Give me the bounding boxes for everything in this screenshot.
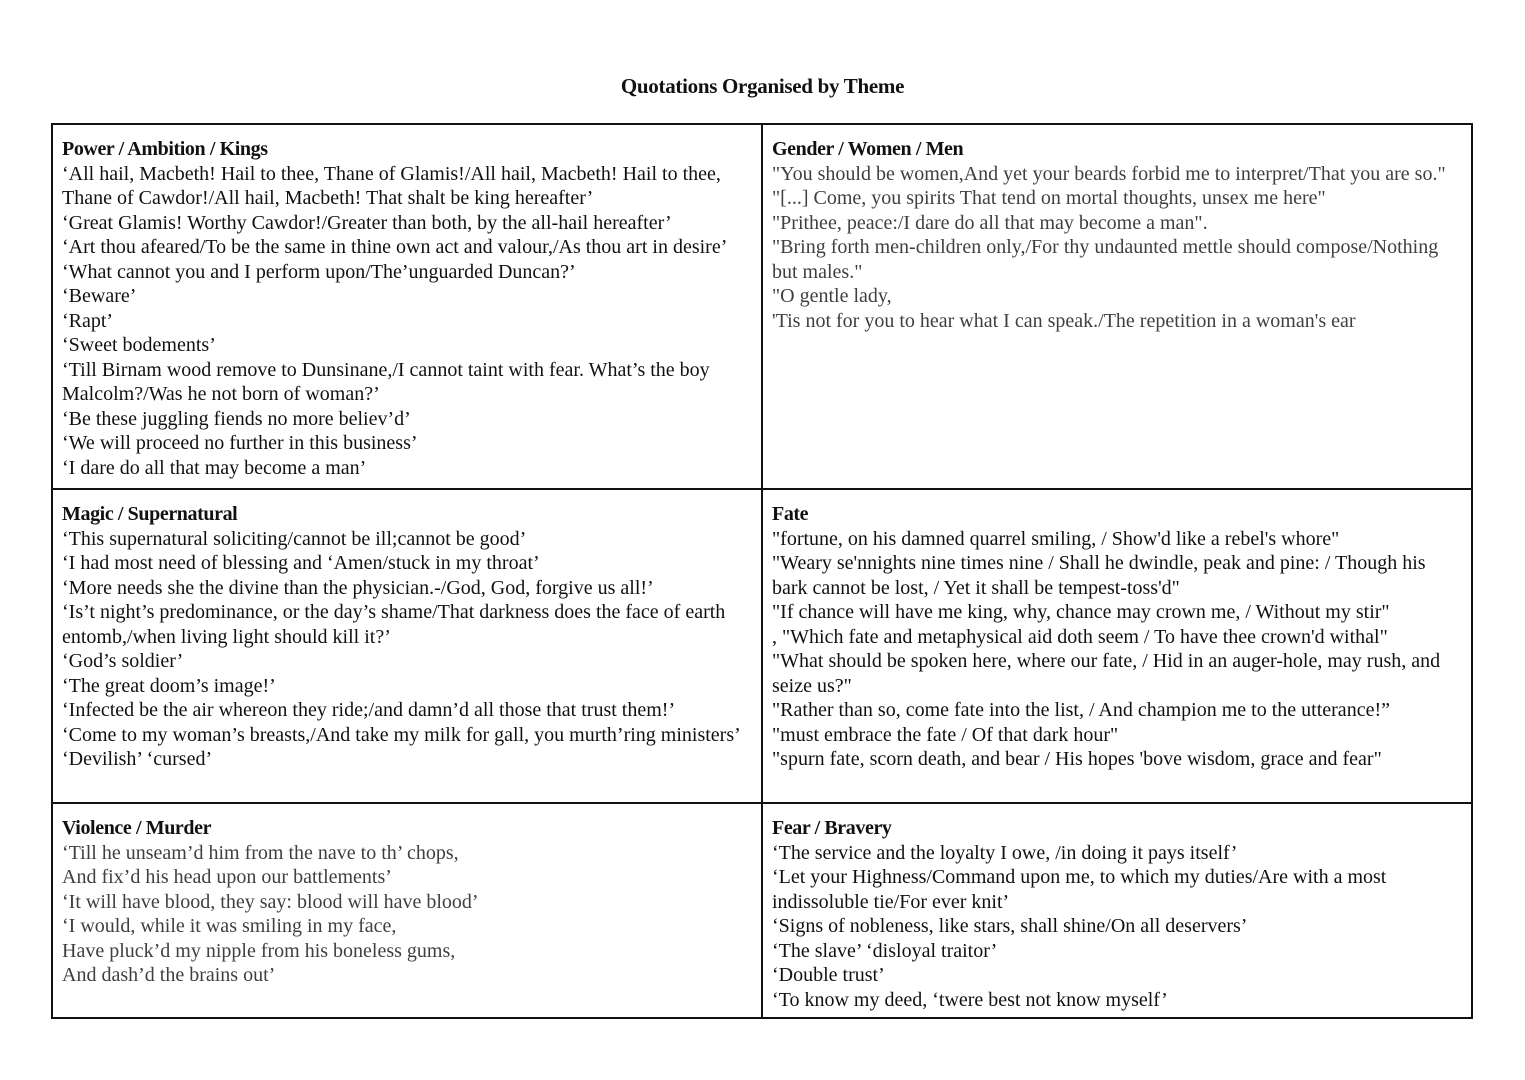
quotation-line: ‘Be these juggling fiends no more believ’d’ [62,407,411,430]
quotation-line: "must embrace the fate / Of that dark hour" [772,723,1119,746]
quotation-line: ‘Is’t night’s predominance, or the day’s shame/That darkness does the face of earth entomb,/when living light should kill it?’ [62,601,726,648]
quotation-line: ‘Rapt’ [62,309,114,332]
quotation-line: "fortune, on his damned quarrel smiling, / Show'd like a rebel's whore" [772,527,1340,550]
quotation-line: ‘Till he unseam’d him from the nave to th’ chops, [62,841,459,864]
quotation-line: "Prithee, peace:/I dare do all that may become a man". [772,211,1208,234]
quotation-line: ‘Till Birnam wood remove to Dunsinane,/I cannot taint with fear. What’s the boy Malcolm?/Was he not born of woman?’ [62,358,710,405]
quotation-line: ‘It will have blood, they say: blood will have blood’ [62,890,479,913]
quotation-line: "Rather than so, come fate into the list, / And champion me to the utterance!” [772,699,1390,721]
quotation-line: ‘Come to my woman’s breasts,/And take my milk for gall, you murth’ring ministers’ [62,723,741,746]
quotation-line: And dash’d the brains out’ [62,964,276,986]
theme-heading: Violence / Murder [62,817,212,839]
quotation-line: ‘Beware’ [62,285,137,307]
quotation-line: ‘More needs she the divine than the physician.-/God, God, forgive us all!’ [62,576,654,599]
quotation-line: ‘To know my deed, ‘twere best not know myself’ [772,988,1168,1011]
quotation-line: ‘The great doom’s image!’ [62,674,276,697]
quotation-line: "[...] Come, you spirits That tend on mortal thoughts, unsex me here" [772,187,1326,209]
quotation-line: ‘This supernatural soliciting/cannot be ill;cannot be good’ [62,527,527,550]
quotation-line: Have pluck’d my nipple from his boneless gums, [62,939,456,962]
quotation-line: ‘All hail, Macbeth! Hail to thee, Thane of Glamis!/All hail, Macbeth! Hail to thee, Thane of Cawdor!/All hail, Macbeth! That shalt be king hereafter’ [62,162,721,209]
quotation-line: , "Which fate and metaphysical aid doth seem / To have thee crown'd withal" [772,625,1388,648]
quotation-line: And fix’d his head upon our battlements’ [62,866,392,888]
theme-cell-violence [53,804,763,1019]
quotation-line: ‘What cannot you and I perform upon/The’unguarded Duncan?’ [62,260,576,283]
theme-heading: Fate [772,503,809,525]
quotation-line: ‘God’s soldier’ [62,650,184,672]
theme-heading: Gender / Women / Men [772,138,964,160]
quotation-line: "Bring forth men-children only,/For thy undaunted mettle should compose/Nothing but males." [772,236,1439,283]
quotation-line: ‘Let your Highness/Command upon me, to which my duties/Are with a most indissoluble tie/For ever knit’ [772,866,1387,913]
theme-cell-fate [763,490,1473,804]
quotation-line: ‘The slave’ ‘disloyal traitor’ [772,939,998,962]
page-title: Quotations Organised by Theme [620,74,905,98]
quotation-line: ‘I dare do all that may become a man’ [62,456,367,479]
theme-cell-fear [763,804,1473,1019]
theme-heading: Magic / Supernatural [62,503,238,525]
quotation-line: ‘Great Glamis! Worthy Cawdor!/Greater than both, by the all-hail hereafter’ [62,211,672,234]
quotation-line: ‘Signs of nobleness, like stars, shall shine/On all deservers’ [772,915,1248,937]
quotation-line: "Weary se'nnights nine times nine / Shall he dwindle, peak and pine: / Though his bark cannot be lost, / Yet it shall be tempest-toss'd" [772,552,1426,599]
quotation-line: ‘I had most need of blessing and ‘Amen/stuck in my throat’ [62,552,540,574]
quotation-line: ‘Sweet bodements’ [62,334,216,356]
quotation-line: ‘Devilish’ ‘cursed’ [62,748,213,770]
quotation-line: "If chance will have me king, why, chance may crown me, / Without my stir" [772,601,1390,623]
theme-heading: Power / Ambition / Kings [62,138,268,160]
quotation-line: ‘The service and the loyalty I owe, /in doing it pays itself’ [772,841,1238,864]
theme-heading: Fear / Bravery [772,817,892,839]
quotation-line: "You should be women,And yet your beards forbid me to interpret/That you are so." [772,162,1446,185]
quotation-line: "O gentle lady, [772,285,892,307]
quotation-line: "spurn fate, scorn death, and bear / His hopes 'bove wisdom, grace and fear" [772,748,1382,770]
quotation-line: "What should be spoken here, where our fate, / Hid in an auger-hole, may rush, and seize us?" [772,650,1441,697]
theme-cell-gender [763,125,1473,490]
theme-cell-power [53,125,763,490]
quotation-line: ‘Infected be the air whereon they ride;/and damn’d all those that trust them!’ [62,699,676,721]
theme-cell-magic [53,490,763,804]
quotation-line: 'Tis not for you to hear what I can speak./The repetition in a woman's ear [772,309,1356,332]
quotation-line: ‘Double trust’ [772,964,885,986]
theme-table [51,123,1473,1019]
quotation-line: ‘Art thou afeared/To be the same in thine own act and valour,/As thou art in desire’ [62,236,728,258]
quotation-line: ‘I would, while it was smiling in my face, [62,915,397,937]
quotation-line: ‘We will proceed no further in this business’ [62,432,418,454]
